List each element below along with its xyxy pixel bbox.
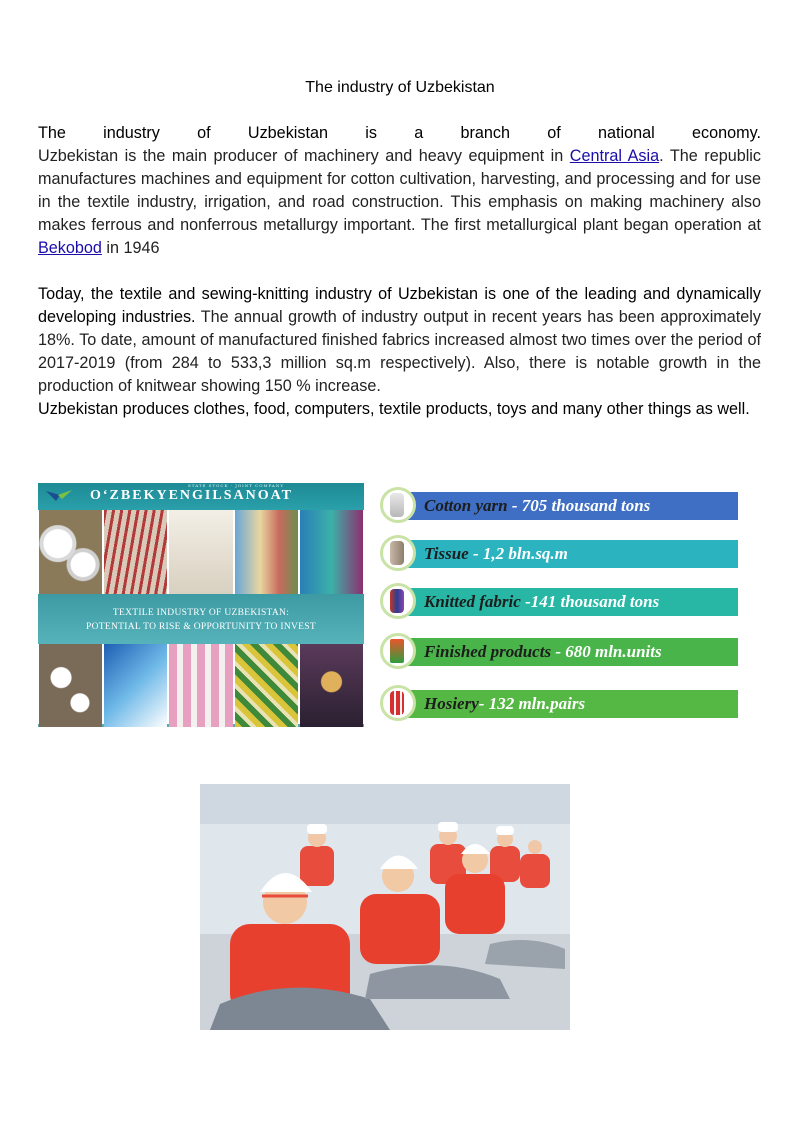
knitted-fabric-icon (390, 589, 404, 613)
paragraph-text: . The republic manufactures machines and equipment for cotton cultivation, harvesting, and processing and for use in the textile industry, irrigation, and road construction. This emphasis on making machinery also makes ferrous and nonferrous metallurgy important. The first metallurgical plant began operation at (38, 147, 761, 234)
stat-cotton-yarn (378, 487, 738, 523)
link-bekobod[interactable]: Bekobod (38, 239, 102, 257)
machines-photo (169, 644, 232, 727)
paragraph-text: The annual growth of industry output in recent years has been approximately 18%. To date, amount of manufactured finished fabrics increased almost two times over the period of 2017-2019 (from 284 to 533,3 million sq.m respectively). Also, there is notable growth in the production of knitwear showing 150 % increase. (38, 308, 761, 395)
house-arrow-icon (390, 639, 404, 663)
company-logo-icon (44, 489, 74, 503)
banner-brand: O‘ZBEKYENGILSANOAT (90, 488, 293, 503)
stat-hosiery (378, 685, 738, 721)
stat-separator: - (520, 592, 531, 611)
banner-caption (38, 594, 364, 644)
paragraph-products: Uzbekistan produces clothes, food, computers, textile products, toys and many other things as well. (38, 400, 750, 418)
stat-label (424, 642, 662, 662)
stat-separator: - (507, 496, 522, 515)
sewing-workshop-illustration (200, 784, 570, 1030)
banner-header (38, 483, 364, 510)
paragraph-text: Uzbekistan is the main producer of machinery and heavy equipment in (38, 147, 570, 165)
stat-value: 680 mln.units (565, 642, 662, 661)
silk-photo (104, 644, 167, 727)
stat-value: 1,2 bln.sq.m (482, 544, 568, 563)
stat-label (424, 496, 650, 516)
stat-label (424, 592, 659, 612)
spinning-photo (104, 510, 167, 594)
stat-finished-products (378, 633, 738, 669)
fashion-show-photo (300, 644, 363, 727)
ikat-pattern-photo (235, 644, 298, 727)
textile-output-infographic (378, 487, 738, 731)
paragraph-text: in 1946 (101, 239, 160, 257)
link-central-asia[interactable]: Central Asia (569, 147, 660, 165)
banner-small-text: STATE STOCK · JOINT COMPANY (188, 483, 284, 488)
sewing-workshop-photo (200, 784, 570, 1030)
stat-tissue (378, 535, 738, 571)
paragraph-intro-line: The industry of Uzbekistan is a branch of national economy. (38, 124, 761, 142)
stat-knitted-fabric (378, 583, 738, 619)
paragraph-machinery (38, 122, 761, 260)
stat-name: Hosiery (424, 694, 479, 713)
stat-value: 132 mln.pairs (488, 694, 586, 713)
fabric-roll-icon (390, 541, 404, 565)
banner-caption-line1: TEXTILE INDUSTRY OF UZBEKISTAN: (112, 608, 290, 618)
cotton-bolls-photo (39, 644, 102, 727)
page-title: The industry of Uzbekistan (305, 79, 495, 96)
stat-name: Tissue (424, 544, 469, 563)
banner-caption-line2: POTENTIAL TO RISE & OPPORTUNITY TO INVEST (86, 622, 316, 632)
stat-separator: - (468, 544, 483, 563)
fabric-stack-photo (235, 510, 298, 594)
stat-name: Cotton yarn (424, 496, 508, 515)
paragraph-lead: Today, the textile and sewing-knitting industry of Uzbekistan is one of the leading and dynamically developing industries. (38, 285, 761, 326)
stat-separator: - (478, 694, 489, 713)
stat-name: Finished products (424, 642, 552, 661)
yarn-cone-icon (390, 493, 404, 517)
stat-value: 705 thousand tons (521, 496, 651, 515)
socks-icon (390, 691, 404, 715)
cotton-photo (39, 510, 102, 594)
shirts-photo (300, 510, 363, 594)
paragraph-textile (38, 283, 761, 398)
stat-name: Knitted fabric (424, 592, 521, 611)
stat-separator: - (551, 642, 566, 661)
textile-industry-banner (38, 483, 364, 727)
photo-row-bottom (38, 644, 364, 724)
photo-row-top (38, 510, 364, 594)
stat-value: 141 thousand tons (530, 592, 660, 611)
yarn-spools-photo (169, 510, 232, 594)
stat-label (424, 694, 585, 714)
stat-label (424, 544, 568, 564)
